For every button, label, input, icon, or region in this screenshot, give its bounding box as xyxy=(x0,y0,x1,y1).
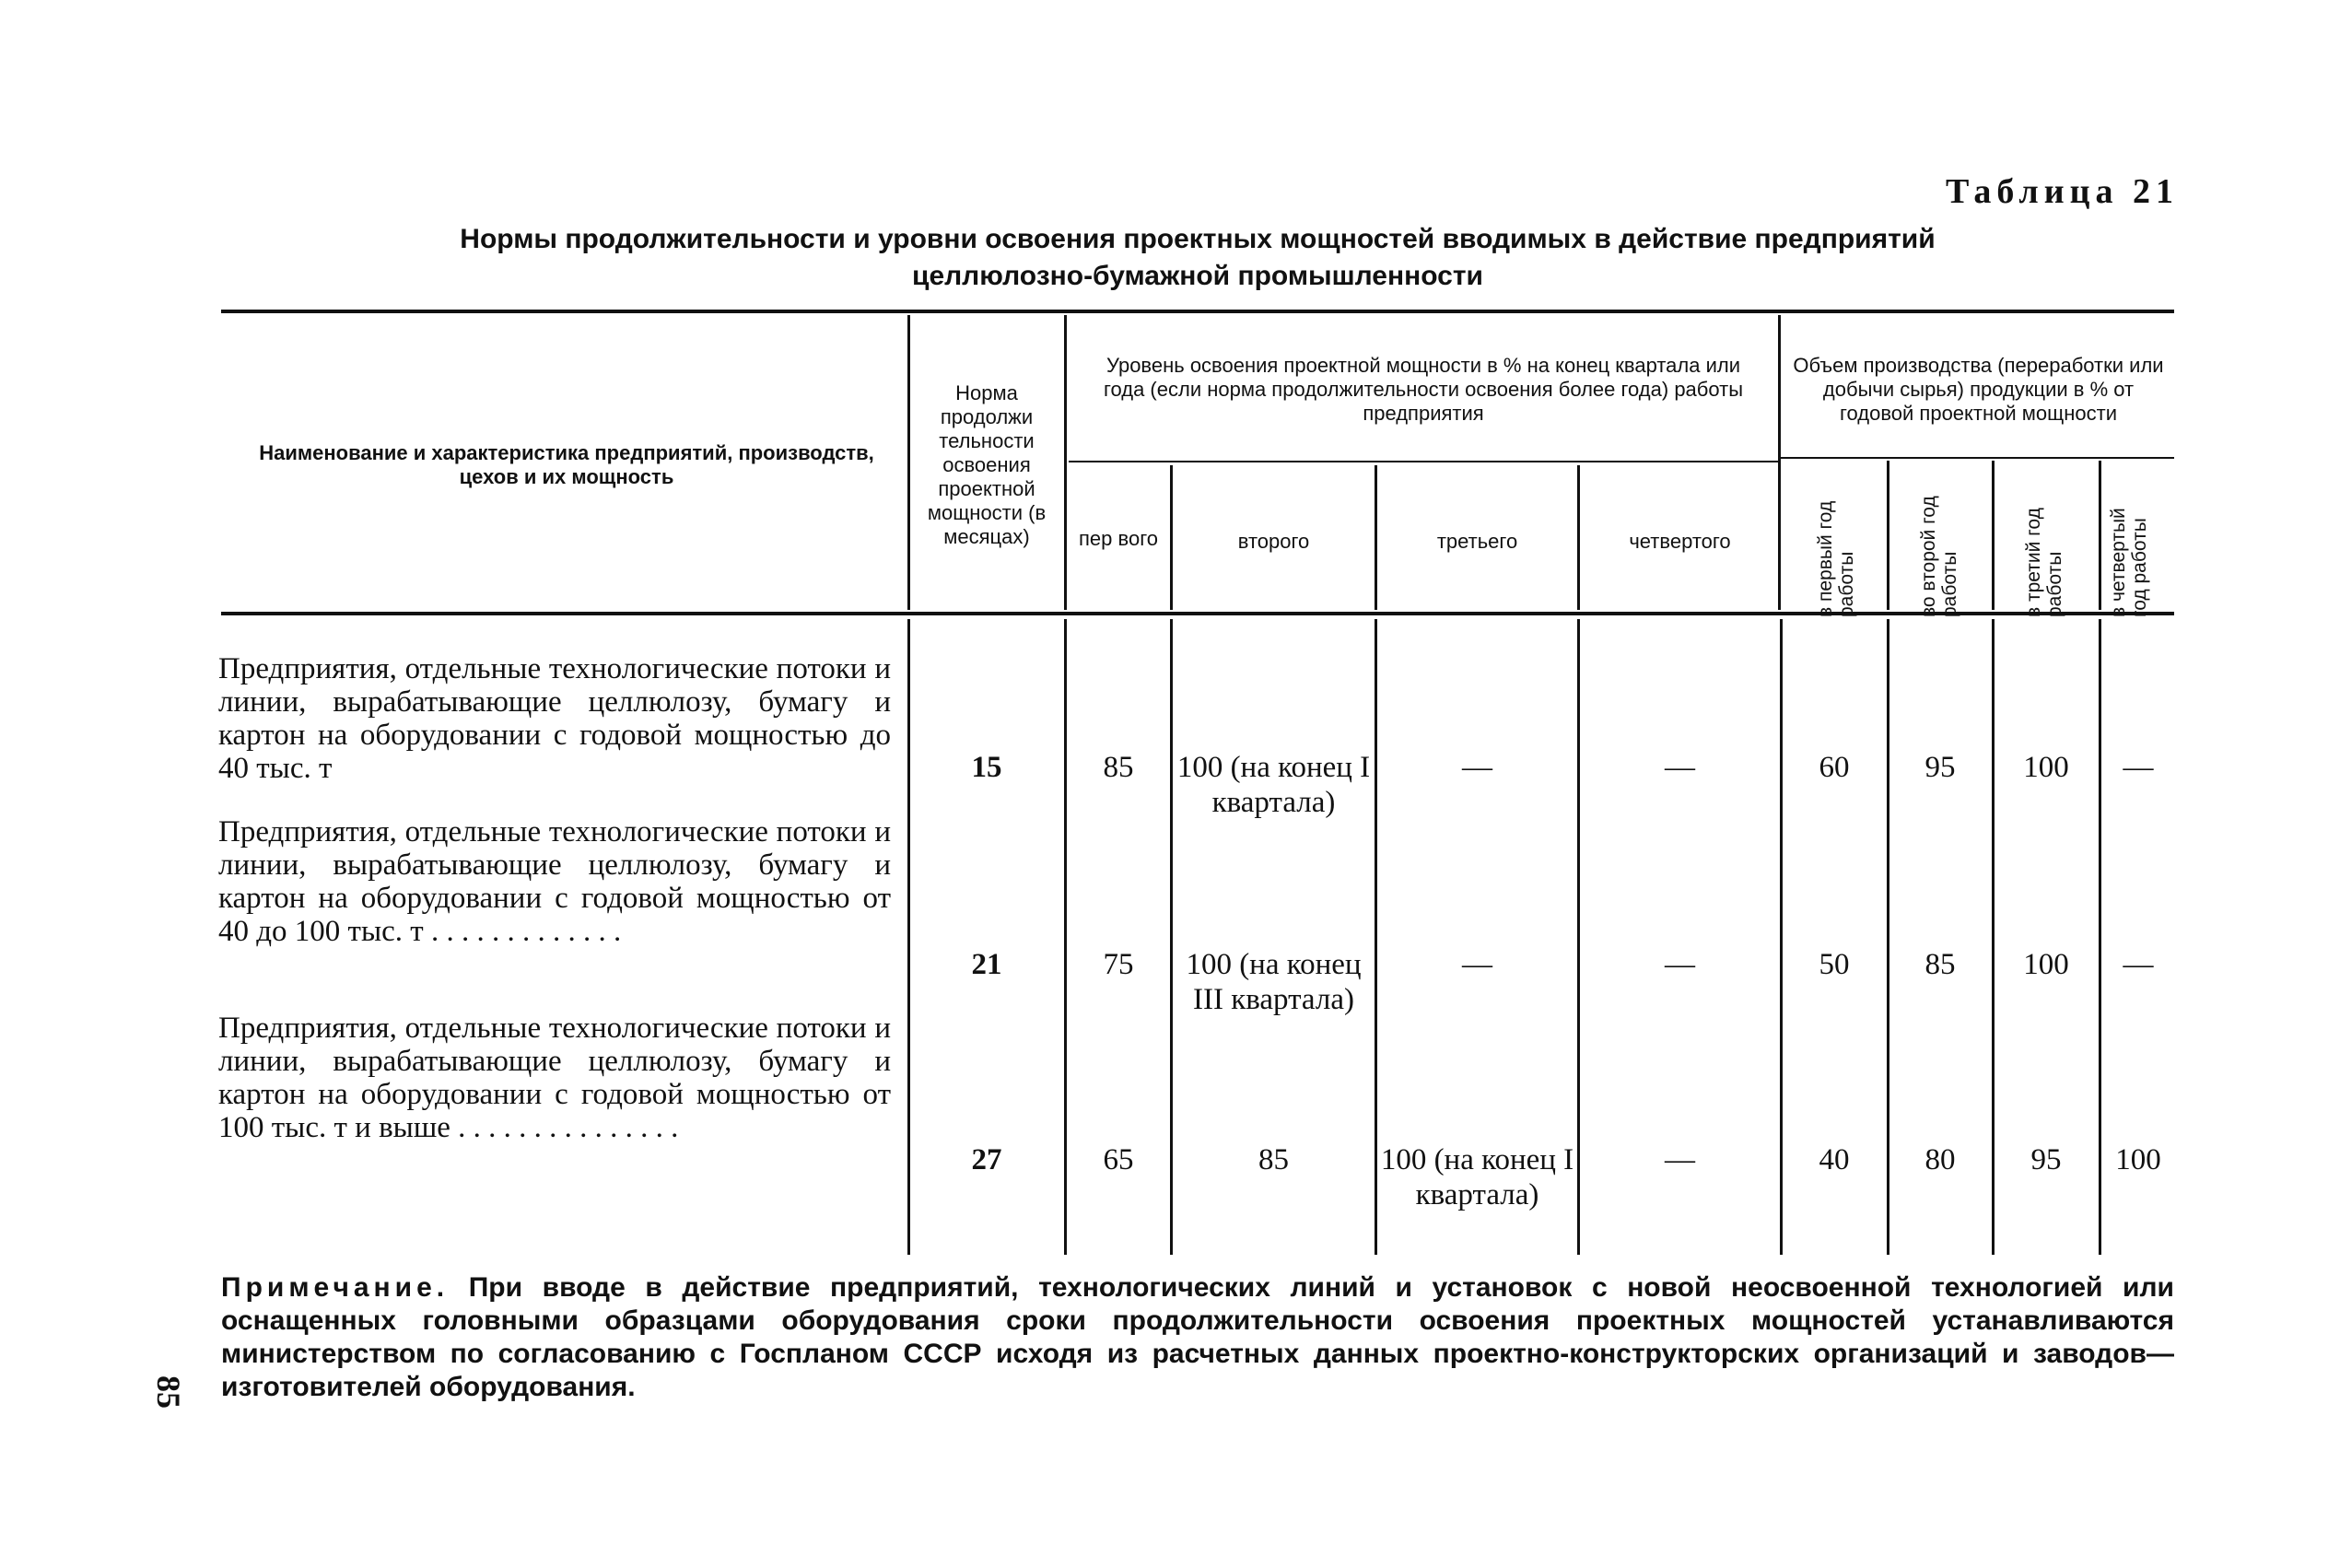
row-1-fourth: — xyxy=(1665,751,1695,784)
row-1-y1: 60 xyxy=(1819,751,1850,784)
header-vline-y3 xyxy=(1992,461,1995,610)
row-2-y1: 50 xyxy=(1819,948,1850,981)
header-level-first: пер вого xyxy=(1079,527,1158,550)
body-vline-second xyxy=(1170,619,1173,1255)
header-vline-level xyxy=(1064,315,1067,610)
row-1-second: 100 (на конец I квартала) xyxy=(1176,751,1371,819)
row-1-y4: — xyxy=(2123,751,2154,784)
header-level-group: Уровень освоения проектной мощности в % на конец квартала или года (если норма продолжительности освоения более года) работы предприятия xyxy=(1103,353,1744,425)
row-3-fourth: — xyxy=(1665,1143,1695,1176)
row-2-y4: — xyxy=(2123,948,2154,981)
row-2-fourth: — xyxy=(1665,948,1695,981)
page-title xyxy=(212,221,2183,295)
table-label: Таблица 21 xyxy=(1945,172,2179,211)
page-number: 85 xyxy=(150,1375,187,1409)
header-volume-group: Объем производства (переработки или добычи сырья) продукции в % от годовой проектной мощности xyxy=(1793,353,2164,425)
row-1-y3: 100 xyxy=(2023,751,2069,784)
row-1-name: Предприятия, отдельные технологические потоки и линии, вырабатывающие целлюлозу, бумагу и картон на оборудовании с годовой мощностью до 40 тыс. т xyxy=(218,652,891,785)
row-2-norm: 21 xyxy=(971,948,1002,981)
row-2-y3: 100 xyxy=(2023,948,2069,981)
header-vol-year1: в первый год работы xyxy=(1815,500,1857,617)
header-vline-volume xyxy=(1778,315,1781,610)
header-vol-year3: в третий год работы xyxy=(2023,508,2065,617)
group-subheader-rule-right xyxy=(1780,457,2174,459)
body-vline-norm xyxy=(907,619,910,1255)
header-vline-y2 xyxy=(1887,461,1889,610)
row-3-second: 85 xyxy=(1258,1143,1289,1176)
body-vline-first xyxy=(1064,619,1067,1255)
row-3-y3: 95 xyxy=(2030,1143,2062,1176)
header-norm: Норма продолжи тельности освоения проектной мощности (в месяцах) xyxy=(927,381,1047,548)
row-2-name: Предприятия, отдельные технологические потоки и линии, вырабатывающие целлюлозу, бумагу и картон на оборудовании с годовой мощностью от 40 до 100 тыс. т . . . . . . . . . . . . . xyxy=(218,815,891,948)
header-vline-first xyxy=(1170,465,1173,610)
row-1-y2: 95 xyxy=(1924,751,1956,784)
row-3-y1: 40 xyxy=(1819,1143,1850,1176)
row-2-first: 75 xyxy=(1103,948,1134,981)
header-vline-third xyxy=(1577,465,1580,610)
body-vline-fourth xyxy=(1577,619,1580,1255)
group-subheader-rule-left xyxy=(1069,461,1778,462)
body-vline-third xyxy=(1375,619,1377,1255)
footnote xyxy=(221,1271,2174,1404)
header-level-fourth: четвертого xyxy=(1629,530,1731,553)
header-vol-year2: во второй год работы xyxy=(1918,496,1960,617)
row-1-norm: 15 xyxy=(971,751,1002,784)
footnote-label: Примечание. xyxy=(221,1272,450,1303)
row-3-third: 100 (на конец I квартала) xyxy=(1380,1143,1574,1211)
header-level-second: второго xyxy=(1237,530,1310,553)
header-vline-y4 xyxy=(2099,461,2101,610)
row-3-y4: 100 xyxy=(2115,1143,2161,1176)
row-1-first: 85 xyxy=(1103,751,1134,784)
header-vline-norm xyxy=(907,315,910,610)
header-vol-year4: в четвертый год работы xyxy=(2108,508,2150,617)
row-2-second: 100 (на конец III квартала) xyxy=(1186,948,1362,1016)
row-1-third: — xyxy=(1462,751,1492,784)
row-3-name: Предприятия, отдельные технологические потоки и линии, вырабатывающие целлюлозу, бумагу и картон на оборудовании с годовой мощностью от 100 тыс. т и выше . . . . . . . . . . . . . . . xyxy=(218,1012,891,1144)
header-vline-second xyxy=(1375,465,1377,610)
row-2-y2: 85 xyxy=(1924,948,1956,981)
header-name: Наименование и характеристика предприятий, производств, цехов и их мощность xyxy=(259,441,874,488)
title-line-1: Нормы продолжительности и уровни освоения проектных мощностей вводимых в действие предприятий xyxy=(460,224,1936,254)
header-bottom-rule xyxy=(221,612,2174,615)
footnote-text: При вводе в действие предприятий, технологических линий и установок с новой неосвоенной технологией или оснащенных головными образцами оборудования сроки продолжительности освоения проектных мощностей устанавливаются министерством по согласованию с Госпланом СССР исходя из расчетных данных проектно-конструкторских организаций и заводов—изготовителей оборудования. xyxy=(221,1272,2174,1402)
header-level-third: третьего xyxy=(1436,530,1518,553)
row-3-norm: 27 xyxy=(971,1143,1002,1176)
row-3-first: 65 xyxy=(1103,1143,1134,1176)
table-top-rule xyxy=(221,310,2174,313)
title-line-2: целлюлозно-бумажной промышленности xyxy=(912,261,1483,291)
row-2-third: — xyxy=(1462,948,1492,981)
row-3-y2: 80 xyxy=(1924,1143,1956,1176)
